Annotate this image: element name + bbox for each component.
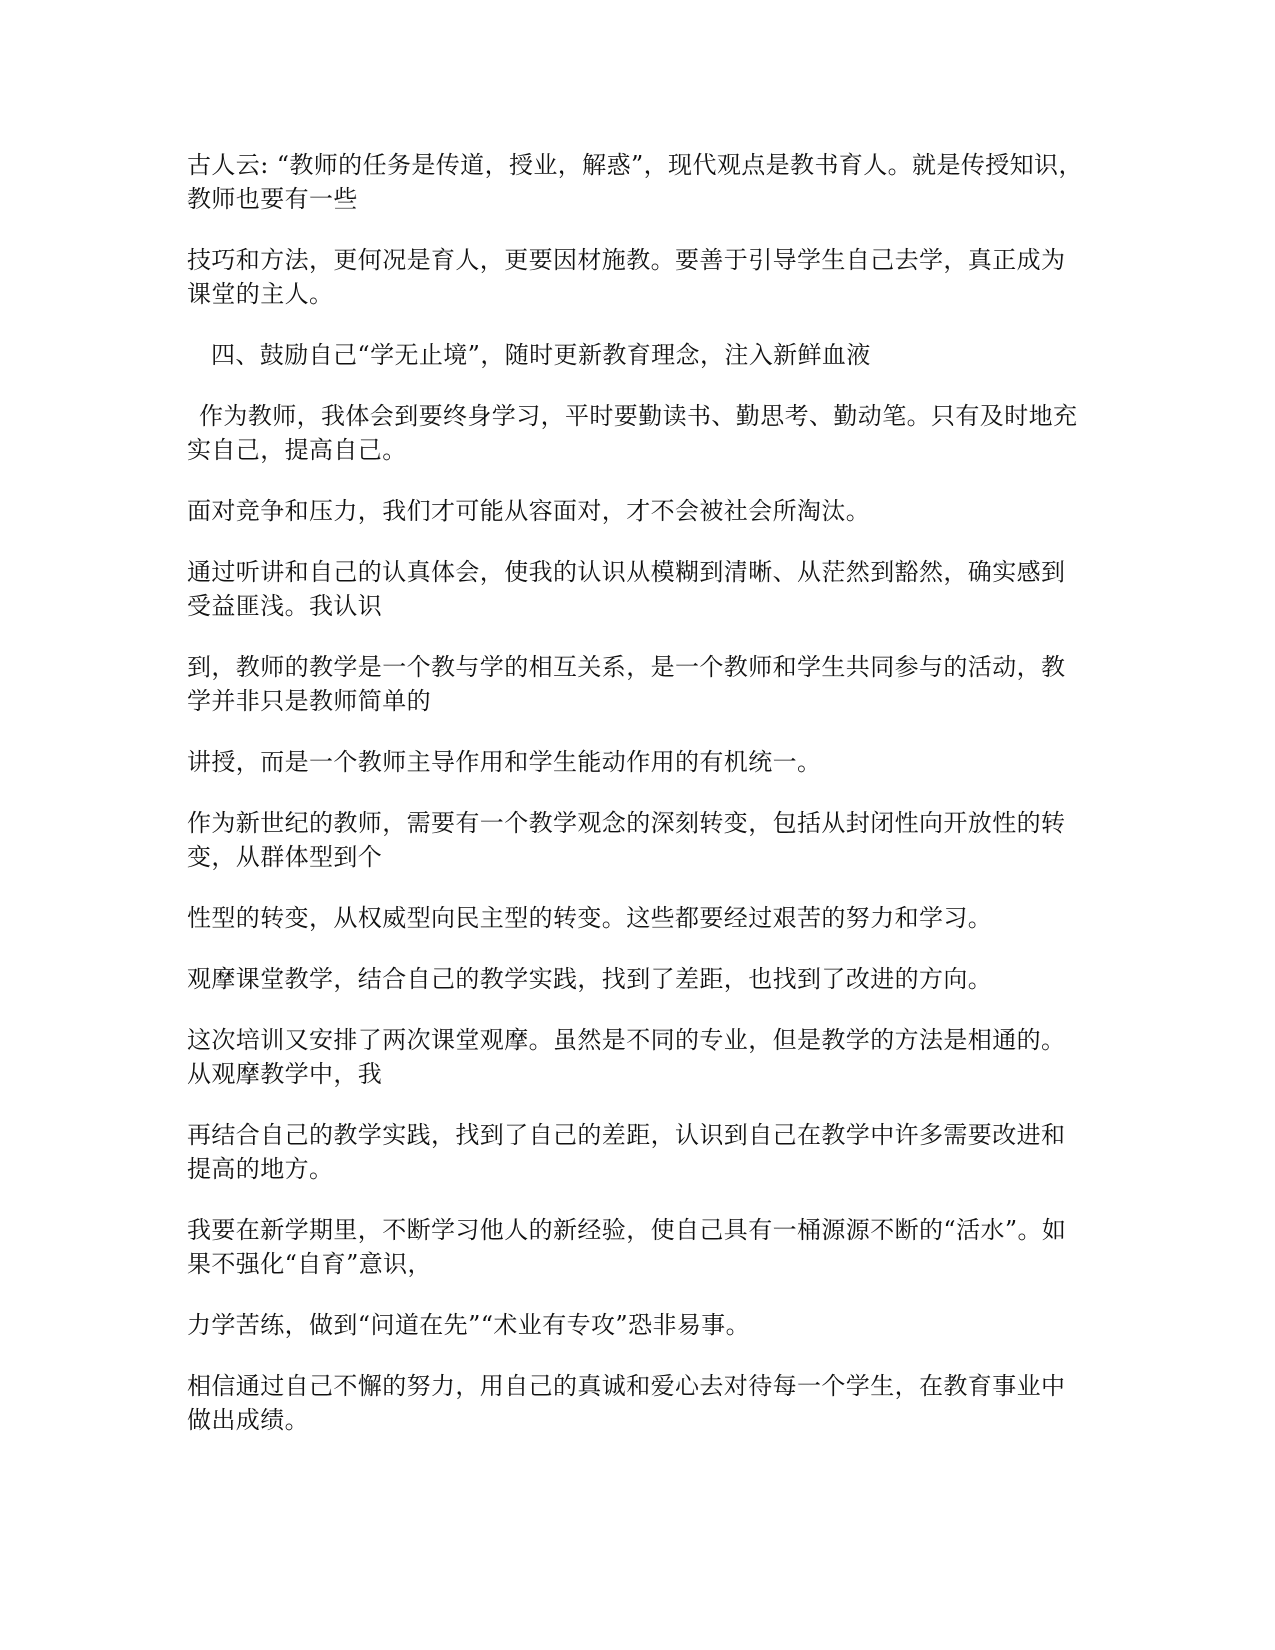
paragraph-4: 作为教师，我体会到要终身学习，平时要勤读书、勤思考、勤动笔。只有及时地充实自己，提高自己。 [187, 402, 1078, 464]
paragraph-13: 再结合自己的教学实践，找到了自己的差距，认识到自己在教学中许多需要改进和提高的地方。 [187, 1121, 1066, 1183]
paragraph-10: 性型的转变，从权威型向民主型的转变。这些都要经过艰苦的努力和学习。 [187, 904, 993, 932]
paragraph-2: 技巧和方法，更何况是育人，更要因材施教。要善于引导学生自己去学，真正成为课堂的主人。 [187, 246, 1066, 308]
paragraph-11: 观摩课堂教学，结合自己的教学实践，找到了差距，也找到了改进的方向。 [187, 965, 993, 993]
section-heading: 四、鼓励自己“学无止境”，随时更新教育理念，注入新鲜血液 [211, 341, 871, 369]
paragraph-14: 我要在新学期里，不断学习他人的新经验，使自己具有一桶源源不断的“活水”。如果不强化“自育”意识， [187, 1216, 1067, 1278]
paragraph-16: 相信通过自己不懈的努力，用自己的真诚和爱心去对待每一个学生，在教育事业中做出成绩。 [187, 1372, 1066, 1434]
paragraph-5: 面对竞争和压力，我们才可能从容面对，才不会被社会所淘汰。 [187, 497, 871, 525]
paragraph-9: 作为新世纪的教师，需要有一个教学观念的深刻转变，包括从封闭性向开放性的转变，从群体型到个 [187, 809, 1066, 871]
paragraph-12: 这次培训又安排了两次课堂观摩。虽然是不同的专业，但是教学的方法是相通的。从观摩教学中，我 [187, 1026, 1066, 1088]
paragraph-1: 古人云: “教师的任务是传道，授业，解惑”，现代观点是教书育人。就是传授知识，教师也要有一些 [187, 151, 1083, 213]
document-body [187, 148, 1087, 1464]
paragraph-8: 讲授，而是一个教师主导作用和学生能动作用的有机统一。 [187, 748, 822, 776]
paragraph-6: 通过听讲和自己的认真体会，使我的认识从模糊到清晰、从茫然到豁然，确实感到受益匪浅。我认识 [187, 558, 1066, 620]
paragraph-15: 力学苦练，做到“问道在先”“术业有专攻”恐非易事。 [187, 1311, 751, 1339]
paragraph-7: 到，教师的教学是一个教与学的相互关系，是一个教师和学生共同参与的活动，教学并非只是教师简单的 [187, 653, 1066, 715]
